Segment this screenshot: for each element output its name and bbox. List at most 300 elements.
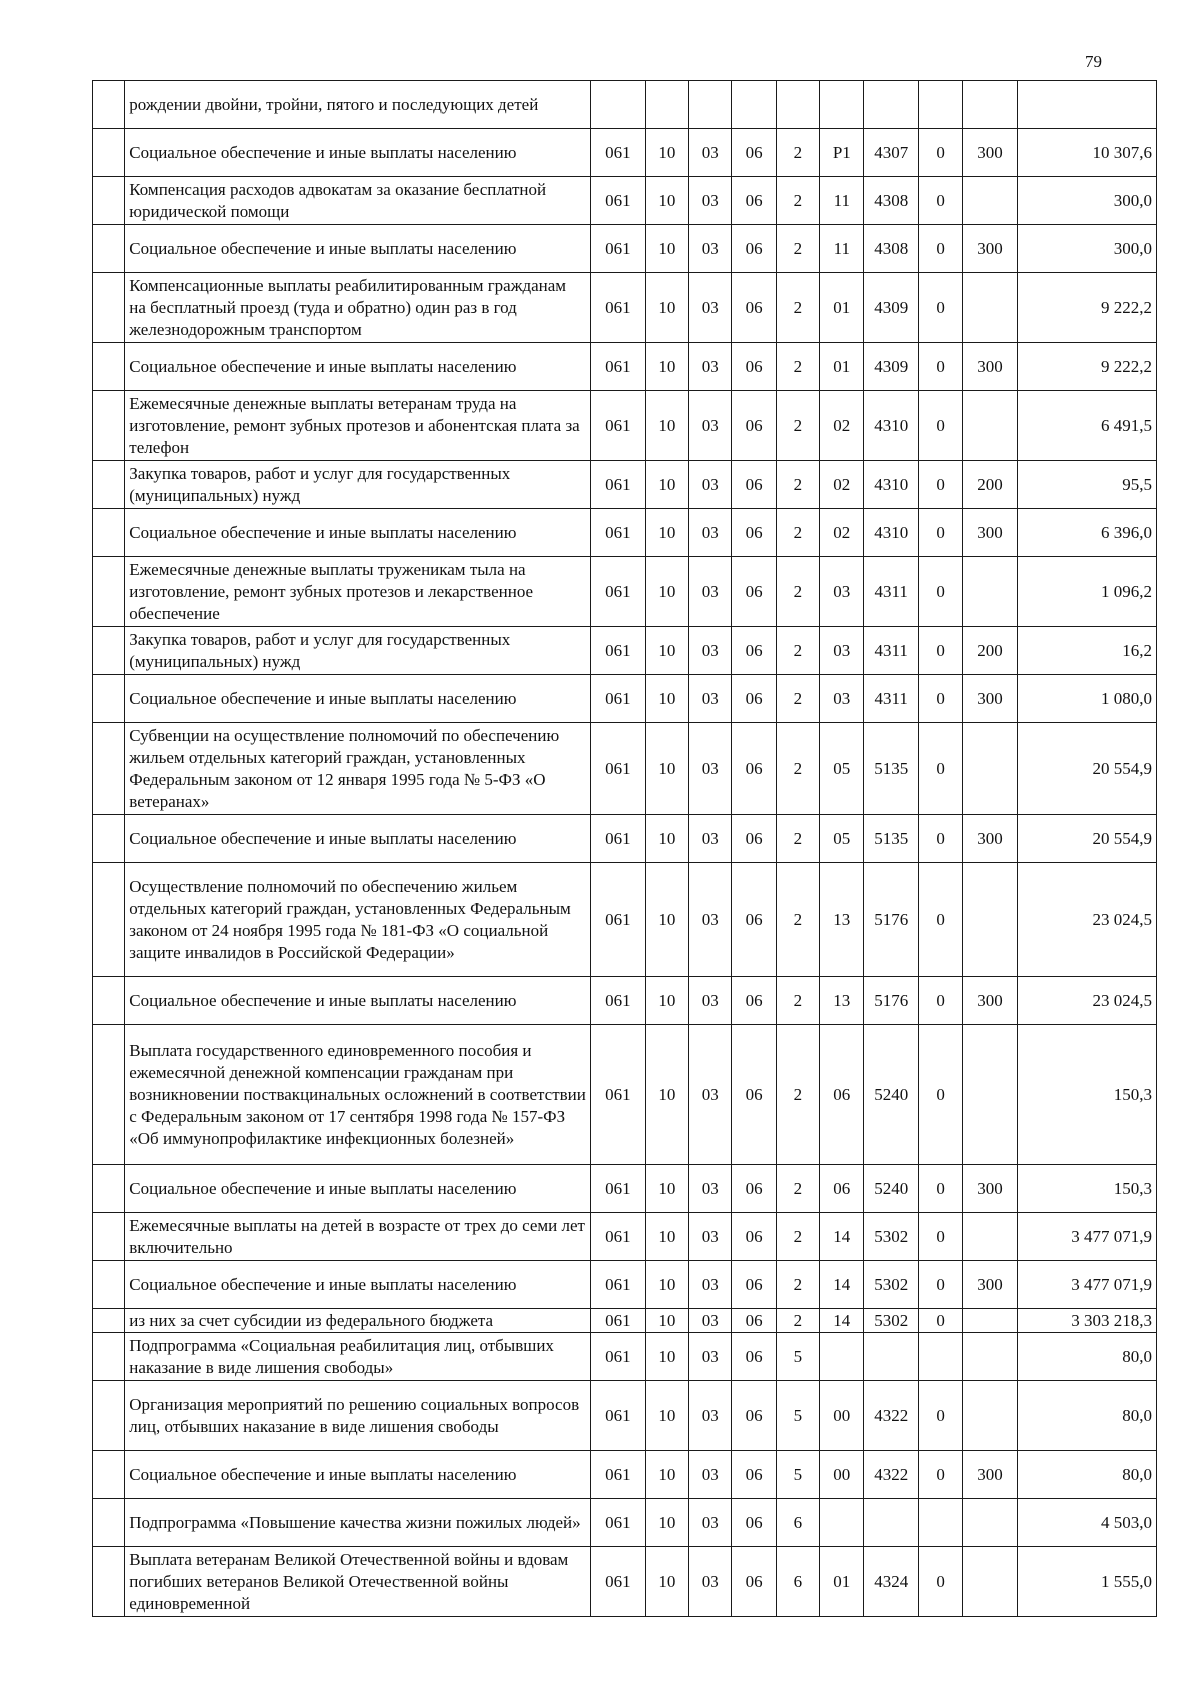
activity-code-cell: 02 (820, 391, 864, 461)
program-code-cell: 06 (732, 977, 776, 1025)
program-code-cell: 06 (732, 1499, 776, 1547)
section-code-cell: 10 (645, 675, 688, 723)
section-code-cell: 10 (645, 1025, 688, 1165)
expense-type-code-cell: 300 (963, 675, 1017, 723)
subprogram-code-cell: 6 (776, 1547, 819, 1617)
suffix-code-cell: 0 (918, 723, 962, 815)
direction-code-cell: 5176 (864, 977, 918, 1025)
subprogram-code-cell: 6 (776, 1499, 819, 1547)
amount-cell: 1 555,0 (1017, 1547, 1156, 1617)
amount-cell: 150,3 (1017, 1165, 1156, 1213)
item-name-cell: Закупка товаров, работ и услуг для государственных (муниципальных) нужд (125, 627, 591, 675)
page-number: 79 (1085, 52, 1102, 71)
program-code-cell: 06 (732, 391, 776, 461)
section-code-cell: 10 (645, 391, 688, 461)
section-code-cell: 10 (645, 225, 688, 273)
item-name-cell: Социальное обеспечение и иные выплаты населению (125, 509, 591, 557)
subsection-code-cell: 03 (689, 1381, 732, 1451)
expense-type-code-cell (963, 1025, 1017, 1165)
subprogram-code-cell: 2 (776, 977, 819, 1025)
expense-type-code-cell: 200 (963, 461, 1017, 509)
amount-cell: 300,0 (1017, 225, 1156, 273)
direction-code-cell: 5135 (864, 723, 918, 815)
subprogram-code-cell: 2 (776, 675, 819, 723)
activity-code-cell: 00 (820, 1451, 864, 1499)
subprogram-code-cell: 5 (776, 1451, 819, 1499)
ministry-code-cell: 061 (591, 627, 645, 675)
ministry-code-cell: 061 (591, 1333, 645, 1381)
amount-cell: 10 307,6 (1017, 129, 1156, 177)
subprogram-code-cell: 2 (776, 461, 819, 509)
table-row (93, 129, 1157, 177)
row-number-cell (93, 723, 125, 815)
section-code-cell: 10 (645, 273, 688, 343)
row-number-cell (93, 863, 125, 977)
subsection-code-cell: 03 (689, 509, 732, 557)
expense-type-code-cell: 200 (963, 627, 1017, 675)
table-row (93, 1165, 1157, 1213)
suffix-code-cell: 0 (918, 1309, 962, 1333)
expense-type-code-cell (963, 723, 1017, 815)
activity-code-cell: 06 (820, 1025, 864, 1165)
program-code-cell: 06 (732, 815, 776, 863)
expense-type-code-cell: 300 (963, 815, 1017, 863)
ministry-code-cell: 061 (591, 1213, 645, 1261)
subprogram-code-cell: 2 (776, 1165, 819, 1213)
subsection-code-cell: 03 (689, 815, 732, 863)
item-name-cell: Субвенции на осуществление полномочий по обеспечению жильем отдельных категорий граждан, установленных Федеральным законом от 12 января 1995 года № 5-ФЗ «О ветеранах» (125, 723, 591, 815)
suffix-code-cell: 0 (918, 1025, 962, 1165)
section-code-cell: 10 (645, 557, 688, 627)
activity-code-cell: P1 (820, 129, 864, 177)
subprogram-code-cell: 2 (776, 391, 819, 461)
row-number-cell (93, 1381, 125, 1451)
expense-type-code-cell: 300 (963, 1261, 1017, 1309)
section-code-cell (645, 81, 688, 129)
row-number-cell (93, 627, 125, 675)
row-number-cell (93, 273, 125, 343)
section-code-cell: 10 (645, 1309, 688, 1333)
row-number-cell (93, 177, 125, 225)
subprogram-code-cell: 5 (776, 1381, 819, 1451)
table-row (93, 1025, 1157, 1165)
subprogram-code-cell: 2 (776, 557, 819, 627)
expense-type-code-cell: 300 (963, 343, 1017, 391)
subsection-code-cell: 03 (689, 225, 732, 273)
direction-code-cell: 4324 (864, 1547, 918, 1617)
table-row (93, 627, 1157, 675)
table-row (93, 461, 1157, 509)
suffix-code-cell: 0 (918, 391, 962, 461)
expense-type-code-cell: 300 (963, 1451, 1017, 1499)
subsection-code-cell: 03 (689, 1165, 732, 1213)
row-number-cell (93, 557, 125, 627)
ministry-code-cell: 061 (591, 343, 645, 391)
activity-code-cell: 14 (820, 1213, 864, 1261)
direction-code-cell: 4310 (864, 509, 918, 557)
direction-code-cell: 4309 (864, 343, 918, 391)
item-name-cell: Социальное обеспечение и иные выплаты населению (125, 1261, 591, 1309)
table-row (93, 1213, 1157, 1261)
item-name-cell: Подпрограмма «Повышение качества жизни пожилых людей» (125, 1499, 591, 1547)
subsection-code-cell: 03 (689, 1309, 732, 1333)
item-name-cell: из них за счет субсидии из федерального бюджета (125, 1309, 591, 1333)
expense-type-code-cell (963, 557, 1017, 627)
subprogram-code-cell: 2 (776, 723, 819, 815)
item-name-cell: Подпрограмма «Социальная реабилитация лиц, отбывших наказание в виде лишения свободы» (125, 1333, 591, 1381)
program-code-cell: 06 (732, 675, 776, 723)
table-row (93, 723, 1157, 815)
table-row (93, 675, 1157, 723)
suffix-code-cell: 0 (918, 1451, 962, 1499)
expense-type-code-cell: 300 (963, 509, 1017, 557)
direction-code-cell: 5302 (864, 1261, 918, 1309)
section-code-cell: 10 (645, 977, 688, 1025)
expense-type-code-cell: 300 (963, 129, 1017, 177)
activity-code-cell: 11 (820, 177, 864, 225)
activity-code-cell: 11 (820, 225, 864, 273)
item-name-cell: Социальное обеспечение и иные выплаты населению (125, 1451, 591, 1499)
suffix-code-cell: 0 (918, 557, 962, 627)
section-code-cell: 10 (645, 177, 688, 225)
direction-code-cell (864, 81, 918, 129)
item-name-cell: Закупка товаров, работ и услуг для государственных (муниципальных) нужд (125, 461, 591, 509)
subprogram-code-cell: 2 (776, 1025, 819, 1165)
amount-cell: 16,2 (1017, 627, 1156, 675)
subprogram-code-cell: 2 (776, 1309, 819, 1333)
subsection-code-cell: 03 (689, 675, 732, 723)
amount-cell: 9 222,2 (1017, 273, 1156, 343)
table-row (93, 509, 1157, 557)
suffix-code-cell: 0 (918, 1547, 962, 1617)
subsection-code-cell: 03 (689, 1451, 732, 1499)
subsection-code-cell: 03 (689, 977, 732, 1025)
subsection-code-cell: 03 (689, 723, 732, 815)
program-code-cell: 06 (732, 1547, 776, 1617)
section-code-cell: 10 (645, 627, 688, 675)
ministry-code-cell: 061 (591, 1165, 645, 1213)
amount-cell: 3 303 218,3 (1017, 1309, 1156, 1333)
row-number-cell (93, 1309, 125, 1333)
ministry-code-cell: 061 (591, 1381, 645, 1451)
suffix-code-cell: 0 (918, 343, 962, 391)
amount-cell: 80,0 (1017, 1381, 1156, 1451)
section-code-cell: 10 (645, 1451, 688, 1499)
activity-code-cell: 01 (820, 1547, 864, 1617)
section-code-cell: 10 (645, 723, 688, 815)
activity-code-cell: 01 (820, 343, 864, 391)
activity-code-cell: 00 (820, 1381, 864, 1451)
suffix-code-cell: 0 (918, 675, 962, 723)
subsection-code-cell: 03 (689, 129, 732, 177)
expense-type-code-cell (963, 1499, 1017, 1547)
amount-cell: 150,3 (1017, 1025, 1156, 1165)
item-name-cell: Социальное обеспечение и иные выплаты населению (125, 977, 591, 1025)
direction-code-cell: 4310 (864, 461, 918, 509)
subprogram-code-cell: 2 (776, 1213, 819, 1261)
suffix-code-cell: 0 (918, 509, 962, 557)
item-name-cell: Компенсационные выплаты реабилитированным гражданам на бесплатный проезд (туда и обратно) один раз в год железнодорожным транспортом (125, 273, 591, 343)
suffix-code-cell: 0 (918, 177, 962, 225)
amount-cell (1017, 81, 1156, 129)
table-row (93, 1451, 1157, 1499)
table-row (93, 177, 1157, 225)
table-row (93, 977, 1157, 1025)
row-number-cell (93, 129, 125, 177)
row-number-cell (93, 225, 125, 273)
program-code-cell: 06 (732, 557, 776, 627)
item-name-cell: Компенсация расходов адвокатам за оказание бесплатной юридической помощи (125, 177, 591, 225)
amount-cell: 23 024,5 (1017, 977, 1156, 1025)
row-number-cell (93, 1547, 125, 1617)
table-row (93, 1499, 1157, 1547)
activity-code-cell: 14 (820, 1309, 864, 1333)
amount-cell: 9 222,2 (1017, 343, 1156, 391)
amount-cell: 4 503,0 (1017, 1499, 1156, 1547)
table-row (93, 863, 1157, 977)
ministry-code-cell: 061 (591, 273, 645, 343)
suffix-code-cell: 0 (918, 627, 962, 675)
subprogram-code-cell: 2 (776, 815, 819, 863)
table-row (93, 1261, 1157, 1309)
section-code-cell: 10 (645, 343, 688, 391)
row-number-cell (93, 1213, 125, 1261)
ministry-code-cell: 061 (591, 1451, 645, 1499)
program-code-cell (732, 81, 776, 129)
program-code-cell: 06 (732, 627, 776, 675)
item-name-cell: Осуществление полномочий по обеспечению жильем отдельных категорий граждан, установленных Федеральным законом от 24 ноября 1995 года № 181-ФЗ «О социальной защите инвалидов в Российской Федерации» (125, 863, 591, 977)
subsection-code-cell (689, 81, 732, 129)
program-code-cell: 06 (732, 343, 776, 391)
amount-cell: 6 491,5 (1017, 391, 1156, 461)
program-code-cell: 06 (732, 1333, 776, 1381)
amount-cell: 6 396,0 (1017, 509, 1156, 557)
item-name-cell: Социальное обеспечение и иные выплаты населению (125, 129, 591, 177)
subsection-code-cell: 03 (689, 461, 732, 509)
row-number-cell (93, 1165, 125, 1213)
row-number-cell (93, 977, 125, 1025)
subsection-code-cell: 03 (689, 1333, 732, 1381)
ministry-code-cell: 061 (591, 177, 645, 225)
suffix-code-cell: 0 (918, 129, 962, 177)
subprogram-code-cell: 2 (776, 1261, 819, 1309)
activity-code-cell: 02 (820, 509, 864, 557)
table-row (93, 557, 1157, 627)
budget-table-body (93, 81, 1157, 1617)
ministry-code-cell: 061 (591, 1261, 645, 1309)
row-number-cell (93, 81, 125, 129)
row-number-cell (93, 675, 125, 723)
activity-code-cell: 03 (820, 675, 864, 723)
section-code-cell: 10 (645, 815, 688, 863)
program-code-cell: 06 (732, 273, 776, 343)
section-code-cell: 10 (645, 509, 688, 557)
program-code-cell: 06 (732, 1261, 776, 1309)
program-code-cell: 06 (732, 1381, 776, 1451)
activity-code-cell (820, 1499, 864, 1547)
section-code-cell: 10 (645, 1261, 688, 1309)
item-name-cell: Организация мероприятий по решению социальных вопросов лиц, отбывших наказание в виде лишения свободы (125, 1381, 591, 1451)
table-row (93, 225, 1157, 273)
subsection-code-cell: 03 (689, 1261, 732, 1309)
expense-type-code-cell (963, 1333, 1017, 1381)
subsection-code-cell: 03 (689, 557, 732, 627)
suffix-code-cell: 0 (918, 225, 962, 273)
row-number-cell (93, 391, 125, 461)
ministry-code-cell (591, 81, 645, 129)
activity-code-cell: 01 (820, 273, 864, 343)
direction-code-cell (864, 1499, 918, 1547)
activity-code-cell: 05 (820, 815, 864, 863)
subsection-code-cell: 03 (689, 343, 732, 391)
ministry-code-cell: 061 (591, 557, 645, 627)
table-row (93, 343, 1157, 391)
row-number-cell (93, 509, 125, 557)
direction-code-cell: 5302 (864, 1213, 918, 1261)
ministry-code-cell: 061 (591, 815, 645, 863)
row-number-cell (93, 343, 125, 391)
section-code-cell: 10 (645, 863, 688, 977)
ministry-code-cell: 061 (591, 977, 645, 1025)
direction-code-cell: 4307 (864, 129, 918, 177)
section-code-cell: 10 (645, 1213, 688, 1261)
item-name-cell: Ежемесячные денежные выплаты ветеранам труда на изготовление, ремонт зубных протезов и абонентская плата за телефон (125, 391, 591, 461)
activity-code-cell: 13 (820, 977, 864, 1025)
activity-code-cell: 14 (820, 1261, 864, 1309)
ministry-code-cell: 061 (591, 1025, 645, 1165)
row-number-cell (93, 815, 125, 863)
section-code-cell: 10 (645, 1333, 688, 1381)
ministry-code-cell: 061 (591, 225, 645, 273)
suffix-code-cell: 0 (918, 977, 962, 1025)
subprogram-code-cell: 2 (776, 343, 819, 391)
amount-cell: 300,0 (1017, 177, 1156, 225)
activity-code-cell: 03 (820, 627, 864, 675)
item-name-cell: Социальное обеспечение и иные выплаты населению (125, 675, 591, 723)
table-row (93, 1547, 1157, 1617)
amount-cell: 1 096,2 (1017, 557, 1156, 627)
suffix-code-cell: 0 (918, 273, 962, 343)
direction-code-cell: 4308 (864, 177, 918, 225)
subsection-code-cell: 03 (689, 177, 732, 225)
item-name-cell: Социальное обеспечение и иные выплаты населению (125, 225, 591, 273)
activity-code-cell: 05 (820, 723, 864, 815)
row-number-cell (93, 1499, 125, 1547)
expense-type-code-cell: 300 (963, 1165, 1017, 1213)
section-code-cell: 10 (645, 1547, 688, 1617)
ministry-code-cell: 061 (591, 723, 645, 815)
activity-code-cell: 02 (820, 461, 864, 509)
item-name-cell: Ежемесячные выплаты на детей в возрасте от трех до семи лет включительно (125, 1213, 591, 1261)
subsection-code-cell: 03 (689, 391, 732, 461)
ministry-code-cell: 061 (591, 863, 645, 977)
expense-type-code-cell (963, 1547, 1017, 1617)
suffix-code-cell: 0 (918, 815, 962, 863)
amount-cell: 23 024,5 (1017, 863, 1156, 977)
suffix-code-cell (918, 1499, 962, 1547)
suffix-code-cell: 0 (918, 1213, 962, 1261)
amount-cell: 80,0 (1017, 1451, 1156, 1499)
ministry-code-cell: 061 (591, 129, 645, 177)
direction-code-cell: 5135 (864, 815, 918, 863)
item-name-cell: Ежемесячные денежные выплаты труженикам тыла на изготовление, ремонт зубных протезов и лекарственное обеспечение (125, 557, 591, 627)
subsection-code-cell: 03 (689, 1025, 732, 1165)
direction-code-cell: 4310 (864, 391, 918, 461)
table-row (93, 81, 1157, 129)
row-number-cell (93, 1261, 125, 1309)
item-name-cell: Социальное обеспечение и иные выплаты населению (125, 1165, 591, 1213)
amount-cell: 3 477 071,9 (1017, 1213, 1156, 1261)
direction-code-cell: 4311 (864, 627, 918, 675)
program-code-cell: 06 (732, 723, 776, 815)
subsection-code-cell: 03 (689, 1499, 732, 1547)
subsection-code-cell: 03 (689, 627, 732, 675)
section-code-cell: 10 (645, 129, 688, 177)
suffix-code-cell: 0 (918, 863, 962, 977)
ministry-code-cell: 061 (591, 509, 645, 557)
ministry-code-cell: 061 (591, 1547, 645, 1617)
subsection-code-cell: 03 (689, 1213, 732, 1261)
subsection-code-cell: 03 (689, 1547, 732, 1617)
expense-type-code-cell (963, 1381, 1017, 1451)
subprogram-code-cell: 2 (776, 627, 819, 675)
direction-code-cell (864, 1333, 918, 1381)
ministry-code-cell: 061 (591, 675, 645, 723)
expense-type-code-cell: 300 (963, 225, 1017, 273)
section-code-cell: 10 (645, 461, 688, 509)
direction-code-cell: 4311 (864, 557, 918, 627)
ministry-code-cell: 061 (591, 1309, 645, 1333)
suffix-code-cell: 0 (918, 1165, 962, 1213)
ministry-code-cell: 061 (591, 1499, 645, 1547)
item-name-cell: Социальное обеспечение и иные выплаты населению (125, 343, 591, 391)
direction-code-cell: 4322 (864, 1381, 918, 1451)
subsection-code-cell: 03 (689, 273, 732, 343)
activity-code-cell: 03 (820, 557, 864, 627)
program-code-cell: 06 (732, 509, 776, 557)
activity-code-cell (820, 81, 864, 129)
expense-type-code-cell (963, 1213, 1017, 1261)
direction-code-cell: 4308 (864, 225, 918, 273)
row-number-cell (93, 1451, 125, 1499)
program-code-cell: 06 (732, 225, 776, 273)
section-code-cell: 10 (645, 1165, 688, 1213)
table-row (93, 815, 1157, 863)
subprogram-code-cell: 2 (776, 177, 819, 225)
item-name-cell: Выплата ветеранам Великой Отечественной войны и вдовам погибших ветеранов Великой Отечественной войны единовременной (125, 1547, 591, 1617)
expense-type-code-cell (963, 1309, 1017, 1333)
suffix-code-cell: 0 (918, 461, 962, 509)
section-code-cell: 10 (645, 1499, 688, 1547)
amount-cell: 1 080,0 (1017, 675, 1156, 723)
amount-cell: 95,5 (1017, 461, 1156, 509)
row-number-cell (93, 1333, 125, 1381)
suffix-code-cell (918, 1333, 962, 1381)
subprogram-code-cell (776, 81, 819, 129)
table-row (93, 391, 1157, 461)
subprogram-code-cell: 2 (776, 129, 819, 177)
item-name-cell: Выплата государственного единовременного пособия и ежемесячной денежной компенсации гражданам при возникновении поствакцинальных осложнений в соответствии с Федеральным законом от 17 сентября 1998 года № 157-ФЗ «Об иммунопрофилактике инфекционных болезней» (125, 1025, 591, 1165)
expense-type-code-cell (963, 81, 1017, 129)
suffix-code-cell (918, 81, 962, 129)
direction-code-cell: 5176 (864, 863, 918, 977)
direction-code-cell: 4309 (864, 273, 918, 343)
row-number-cell (93, 1025, 125, 1165)
activity-code-cell (820, 1333, 864, 1381)
suffix-code-cell: 0 (918, 1261, 962, 1309)
budget-table (92, 80, 1157, 1617)
table-row (93, 1381, 1157, 1451)
